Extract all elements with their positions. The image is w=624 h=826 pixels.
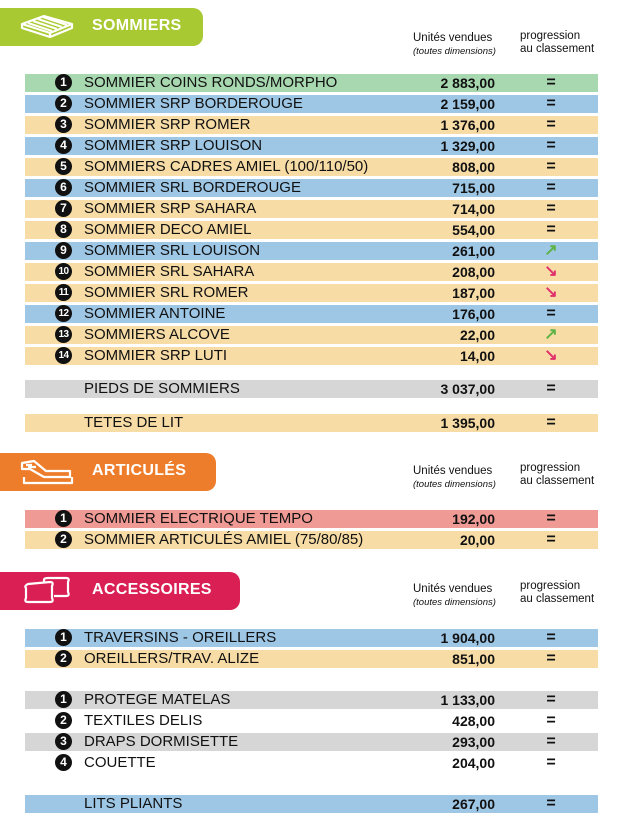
- units-header-articules: [413, 465, 496, 491]
- table-row: [25, 74, 598, 92]
- table-row: [25, 380, 598, 398]
- units-sold-value: 714,00: [452, 201, 495, 217]
- rank-badge: 7: [55, 200, 72, 217]
- trend-equal-icon: =: [546, 137, 556, 154]
- table-row: [25, 284, 598, 302]
- table-row: [25, 263, 598, 281]
- item-label: SOMMIER COINS RONDS/MORPHO: [84, 74, 338, 91]
- item-label: SOMMIER SRP SAHARA: [84, 200, 257, 217]
- units-sold-value: 176,00: [452, 306, 495, 322]
- item-label: TETES DE LIT: [84, 414, 184, 431]
- trend-equal-icon: =: [546, 629, 556, 646]
- trend-equal-icon: =: [546, 733, 556, 750]
- table-row: [25, 179, 598, 197]
- item-label: SOMMIERS ALCOVE: [84, 326, 230, 343]
- trend-equal-icon: =: [546, 712, 556, 729]
- units-header-accessoires: [413, 583, 496, 609]
- rank-badge: 4: [55, 754, 72, 771]
- units-sold-value: 208,00: [452, 264, 495, 280]
- reclining-bed-icon: [16, 457, 76, 487]
- units-sold-value: 20,00: [459, 532, 495, 548]
- trend-equal-icon: =: [546, 510, 556, 527]
- table-row: [25, 691, 598, 709]
- rank-badge: 8: [55, 221, 72, 238]
- rank-badge: 2: [55, 712, 72, 729]
- units-sold-value: 1 376,00: [440, 117, 495, 133]
- accessoires-title: ACCESSOIRES: [92, 581, 212, 598]
- item-label: LITS PLIANTS: [84, 795, 183, 812]
- item-label: SOMMIER DECO AMIEL: [84, 221, 252, 238]
- trend-down-icon: ↘: [544, 263, 558, 280]
- table-row: [25, 221, 598, 239]
- table-row: [25, 733, 598, 751]
- rank-badge: 2: [55, 95, 72, 112]
- table-row: [25, 116, 598, 134]
- units-sold-value: 22,00: [459, 327, 495, 343]
- table-row: [25, 531, 598, 549]
- progression-header-label: progression: [520, 580, 581, 592]
- rank-badge: 14: [55, 347, 72, 364]
- sommiers-tag: [0, 8, 203, 46]
- units-sold-value: 1 395,00: [440, 415, 495, 431]
- trend-down-icon: ↘: [544, 347, 558, 364]
- progression-header-label: progression: [520, 462, 581, 474]
- trend-equal-icon: =: [546, 305, 556, 322]
- item-label: SOMMIER SRL ROMER: [84, 284, 249, 301]
- units-sold-value: 2 159,00: [440, 96, 495, 112]
- progression-header-accessoires: [520, 580, 594, 606]
- rank-badge: 13: [55, 326, 72, 343]
- table-row: [25, 200, 598, 218]
- item-label: PIEDS DE SOMMIERS: [84, 380, 240, 397]
- rank-badge: 6: [55, 179, 72, 196]
- units-sold-value: 187,00: [452, 285, 495, 301]
- units-header-label: Unités vendues: [413, 465, 493, 477]
- units-sold-value: 715,00: [452, 180, 495, 196]
- rank-badge: 11: [55, 284, 72, 301]
- item-label: SOMMIER SRL SAHARA: [84, 263, 255, 280]
- table-row: [25, 795, 598, 813]
- trend-equal-icon: =: [546, 74, 556, 91]
- item-label: COUETTE: [84, 754, 156, 771]
- table-row: [25, 347, 598, 365]
- rank-badge: 3: [55, 116, 72, 133]
- rank-badge: 10: [55, 263, 72, 280]
- table-row: [25, 650, 598, 668]
- rank-badge: 2: [55, 650, 72, 667]
- units-sold-value: 2 883,00: [440, 75, 495, 91]
- accessoires-tag: [0, 572, 240, 610]
- articules-tag: [0, 453, 216, 491]
- units-sold-value: 267,00: [452, 796, 495, 812]
- item-label: SOMMIER ANTOINE: [84, 305, 226, 322]
- table-row: [25, 137, 598, 155]
- item-label: SOMMIERS CADRES AMIEL (100/110/50): [84, 158, 369, 175]
- table-row: [25, 305, 598, 323]
- table-row: [25, 510, 598, 528]
- item-label: SOMMIER SRL LOUISON: [84, 242, 261, 259]
- rank-badge: 3: [55, 733, 72, 750]
- units-header-sub: (toutes dimensions): [413, 46, 496, 57]
- item-label: SOMMIER SRP BORDEROUGE: [84, 95, 303, 112]
- units-sold-value: 14,00: [459, 348, 495, 364]
- rank-badge: 1: [55, 74, 72, 91]
- units-header: [413, 32, 496, 58]
- units-header-sub: (toutes dimensions): [413, 597, 496, 608]
- item-label: SOMMIER SRP LUTI: [84, 347, 228, 364]
- trend-up-icon: ↗: [544, 242, 558, 259]
- rank-badge: 9: [55, 242, 72, 259]
- units-header-label: Unités vendues: [413, 583, 493, 595]
- trend-equal-icon: =: [546, 531, 556, 548]
- item-label: SOMMIER ELECTRIQUE TEMPO: [84, 510, 313, 527]
- item-label: SOMMIER SRL BORDEROUGE: [84, 179, 301, 196]
- rank-badge: 12: [55, 305, 72, 322]
- bed-base-icon: [16, 12, 76, 42]
- rank-badge: 1: [55, 629, 72, 646]
- trend-equal-icon: =: [546, 795, 556, 812]
- sommiers-title: SOMMIERS: [92, 17, 182, 34]
- units-sold-value: 293,00: [452, 734, 495, 750]
- table-row: [25, 754, 598, 772]
- units-sold-value: 851,00: [452, 651, 495, 667]
- progression-header: [520, 30, 594, 56]
- item-label: TRAVERSINS - OREILLERS: [84, 629, 277, 646]
- trend-equal-icon: =: [546, 158, 556, 175]
- item-label: OREILLERS/TRAV. ALIZE: [84, 650, 260, 667]
- trend-equal-icon: =: [546, 650, 556, 667]
- trend-equal-icon: =: [546, 414, 556, 431]
- articules-title: ARTICULÉS: [92, 462, 187, 479]
- trend-equal-icon: =: [546, 200, 556, 217]
- table-row: [25, 712, 598, 730]
- trend-equal-icon: =: [546, 754, 556, 771]
- units-sold-value: 554,00: [452, 222, 495, 238]
- units-sold-value: 808,00: [452, 159, 495, 175]
- trend-equal-icon: =: [546, 179, 556, 196]
- rank-badge: 2: [55, 531, 72, 548]
- trend-up-icon: ↗: [544, 326, 558, 343]
- progression-header-sub: au classement: [520, 593, 595, 605]
- table-row: [25, 242, 598, 260]
- pillows-icon: [16, 576, 76, 606]
- units-sold-value: 1 329,00: [440, 138, 495, 154]
- units-sold-value: 261,00: [452, 243, 495, 259]
- rank-badge: 1: [55, 691, 72, 708]
- progression-header-articules: [520, 462, 594, 488]
- trend-equal-icon: =: [546, 691, 556, 708]
- item-label: TEXTILES DELIS: [84, 712, 203, 729]
- units-sold-value: 3 037,00: [440, 381, 495, 397]
- units-sold-value: 1 904,00: [440, 630, 495, 646]
- item-label: SOMMIER SRP ROMER: [84, 116, 251, 133]
- units-header-label: Unités vendues: [413, 32, 493, 44]
- table-row: [25, 95, 598, 113]
- trend-equal-icon: =: [546, 116, 556, 133]
- progression-header-sub: au classement: [520, 475, 595, 487]
- rank-badge: 4: [55, 137, 72, 154]
- item-label: DRAPS DORMISETTE: [84, 733, 239, 750]
- units-header-sub: (toutes dimensions): [413, 479, 496, 490]
- progression-header-sub: au classement: [520, 43, 595, 55]
- units-sold-value: 1 133,00: [440, 692, 495, 708]
- table-row: [25, 629, 598, 647]
- rank-badge: 1: [55, 510, 72, 527]
- trend-equal-icon: =: [546, 221, 556, 238]
- item-label: PROTEGE MATELAS: [84, 691, 231, 708]
- progression-header-label: progression: [520, 30, 581, 42]
- item-label: SOMMIER ARTICULÉS AMIEL (75/80/85): [84, 531, 364, 548]
- units-sold-value: 204,00: [452, 755, 495, 771]
- trend-equal-icon: =: [546, 380, 556, 397]
- units-sold-value: 192,00: [452, 511, 495, 527]
- units-sold-value: 428,00: [452, 713, 495, 729]
- table-row: [25, 158, 598, 176]
- trend-equal-icon: =: [546, 95, 556, 112]
- table-row: [25, 414, 598, 432]
- rank-badge: 5: [55, 158, 72, 175]
- item-label: SOMMIER SRP LOUISON: [84, 137, 263, 154]
- table-row: [25, 326, 598, 344]
- trend-down-icon: ↘: [544, 284, 558, 301]
